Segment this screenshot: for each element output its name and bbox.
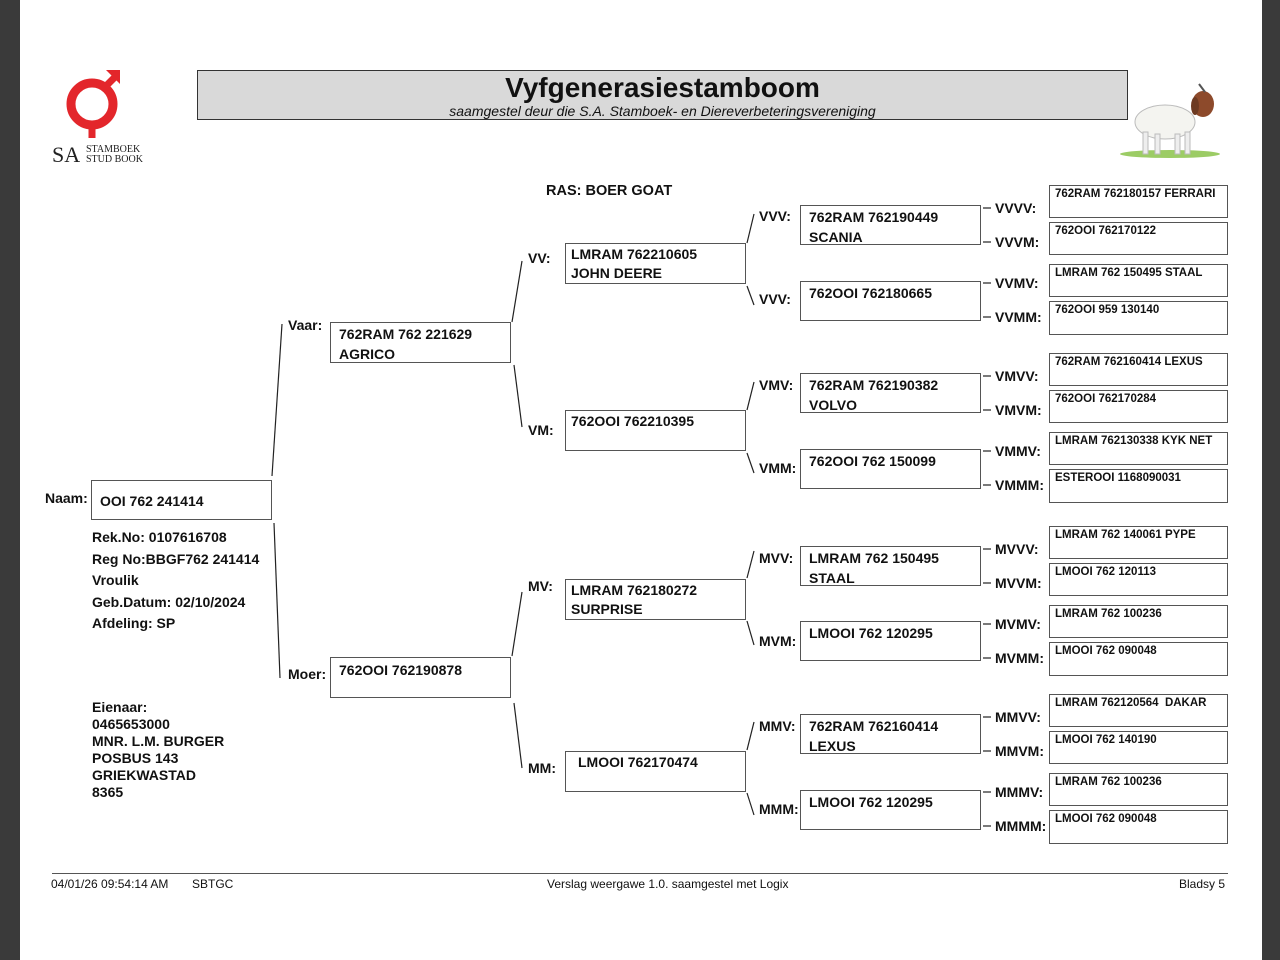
section: Afdeling: SP <box>92 615 176 631</box>
logo-sa-text: SA <box>52 142 81 167</box>
birth-date: Geb.Datum: 02/10/2024 <box>92 593 246 610</box>
page-subtitle: saamgestel deur die S.A. Stamboek- en Diereverbeteringsvereniging <box>449 103 876 119</box>
gen5-box <box>1049 353 1228 386</box>
vvv1-line1: 762RAM 762190449 <box>809 209 939 225</box>
mv-line2: SURPRISE <box>571 601 643 617</box>
gen5-box <box>1049 810 1228 844</box>
footer-timestamp: 04/01/26 09:54:14 AM <box>51 877 169 891</box>
mvv-label: MVV: <box>759 550 794 566</box>
mvv-box <box>800 546 981 586</box>
vm-line1: 762OOI 762210395 <box>571 413 694 429</box>
gen5-value: LMRAM 762 150495 STAAL <box>1055 267 1203 279</box>
vmm-label: VMM: <box>759 460 797 476</box>
logo-line2: STUD BOOK <box>86 154 143 165</box>
owner-number: 0465653000 <box>92 716 170 732</box>
mm-box <box>565 751 746 792</box>
animal-details <box>92 527 259 635</box>
gen5-value: 762RAM 762180157 FERRARI <box>1055 188 1216 200</box>
mv-label: MV: <box>528 578 553 594</box>
mmm-box <box>800 790 981 830</box>
naam-label: Naam: <box>45 490 88 506</box>
gen5-label: VMMM: <box>995 477 1044 493</box>
footer-report: Verslag weergawe 1.0. saamgestel met Logix <box>547 877 789 891</box>
mmv-line1: 762RAM 762160414 <box>809 718 939 734</box>
mm-label: MM: <box>528 760 556 776</box>
gen5-box <box>1049 469 1228 503</box>
gen5-label: MVMM: <box>995 650 1044 666</box>
footer-code: SBTGC <box>192 877 234 891</box>
vm-line2 <box>566 430 745 432</box>
rek-no: Rek.No: 0107616708 <box>92 529 227 545</box>
gen5-value: LMRAM 762 100236 <box>1055 608 1162 620</box>
mv-line1: LMRAM 762180272 <box>571 582 698 598</box>
vv-line1: LMRAM 762210605 <box>571 246 698 262</box>
vmv-label: VMV: <box>759 377 794 393</box>
gen5-label: MMVV: <box>995 709 1041 725</box>
mvv-line2: STAAL <box>809 570 855 586</box>
mmv-box <box>800 714 981 754</box>
gen5-value: 762RAM 762160414 LEXUS <box>1055 356 1203 368</box>
vaar-box <box>330 322 511 363</box>
vaar-line1: 762RAM 762 221629 <box>339 326 473 342</box>
vvv2-line1: 762OOI 762180665 <box>809 285 932 301</box>
moer-line1: 762OOI 762190878 <box>339 662 462 678</box>
gen5-label: MMMM: <box>995 818 1047 834</box>
gen5-label: VMMV: <box>995 443 1041 459</box>
gen5-box <box>1049 390 1228 423</box>
gen5-label: MVVV: <box>995 541 1039 557</box>
animal-name-box <box>91 480 272 520</box>
mvv-line1: LMRAM 762 150495 <box>809 550 939 566</box>
gen5-label: VVMV: <box>995 275 1039 291</box>
vmm-line1: 762OOI 762 150099 <box>809 453 936 469</box>
vvv1-label: VVV: <box>759 208 791 224</box>
vvv2-line2 <box>801 302 980 305</box>
mmv-line2: LEXUS <box>809 738 856 754</box>
gen5-value: 762OOI 959 130140 <box>1055 304 1160 316</box>
gen5-box <box>1049 773 1228 806</box>
vaar-label: Vaar: <box>288 317 323 333</box>
gen5-box <box>1049 563 1228 596</box>
vvv1-line2: SCANIA <box>809 229 863 245</box>
owner-label: Eienaar: <box>92 699 148 715</box>
gen5-label: VVMM: <box>995 309 1042 325</box>
gen5-box <box>1049 222 1228 255</box>
breed-label: RAS: BOER GOAT <box>546 183 673 199</box>
vmm-box <box>800 449 981 489</box>
moer-box <box>330 657 511 698</box>
gen5-label: VMVM: <box>995 402 1042 418</box>
vm-box <box>565 410 746 451</box>
vmv-box <box>800 373 981 413</box>
gen5-value: LMOOI 762 090048 <box>1055 813 1157 825</box>
gen5-label: VMVV: <box>995 368 1039 384</box>
gen5-value: LMOOI 762 120113 <box>1055 566 1157 578</box>
gen5-box <box>1049 694 1228 727</box>
footer-divider <box>52 873 1228 874</box>
owner-name: MNR. L.M. BURGER <box>92 733 225 749</box>
gen5-value: LMRAM 762 140061 PYPE <box>1055 529 1196 541</box>
gen5-value: LMOOI 762 140190 <box>1055 734 1157 746</box>
moer-label: Moer: <box>288 666 327 682</box>
moer-line2 <box>331 679 510 682</box>
vv-box <box>565 243 746 284</box>
vm-label: VM: <box>528 422 554 438</box>
gen5-label: MVVM: <box>995 575 1042 591</box>
mm-line2 <box>566 771 745 773</box>
pedigree-page <box>20 0 1262 960</box>
gen5-box <box>1049 185 1228 218</box>
gen5-label: VVVV: <box>995 200 1037 216</box>
vmv-line2: VOLVO <box>809 397 857 413</box>
mvm-line2 <box>801 642 980 645</box>
gen5-value: LMRAM 762130338 KYK NET <box>1055 435 1213 447</box>
gen5-label: MMVM: <box>995 743 1044 759</box>
gen5-value: ESTEROOI 1168090031 <box>1055 472 1181 484</box>
logo-line1: STAMBOEK <box>86 144 141 155</box>
footer-page-number: Bladsy 5 <box>1179 877 1226 891</box>
mvm-box <box>800 621 981 661</box>
sex: Vroulik <box>92 572 139 588</box>
page-title: Vyfgenerasiestamboom <box>505 72 820 103</box>
owner-address1: POSBUS 143 <box>92 750 179 766</box>
reg-no: Reg No:BBGF762 241414 <box>92 550 260 567</box>
gen5-box <box>1049 301 1228 335</box>
vvv2-label: VVV: <box>759 291 791 307</box>
mmm-line1: LMOOI 762 120295 <box>809 794 933 810</box>
gen5-value: LMOOI 762 090048 <box>1055 645 1157 657</box>
vaar-line2: AGRICO <box>339 346 395 362</box>
vvv2-box <box>800 281 981 321</box>
gen5-box <box>1049 605 1228 638</box>
gen5-value: LMRAM 762120564 DAKAR <box>1055 697 1207 709</box>
gen5-box <box>1049 432 1228 465</box>
gen5-box <box>1049 264 1228 297</box>
vmv-line1: 762RAM 762190382 <box>809 377 939 393</box>
mvm-label: MVM: <box>759 633 797 649</box>
animal-name: OOI 762 241414 <box>100 493 204 509</box>
gen5-box <box>1049 642 1228 676</box>
gen5-value: LMRAM 762 100236 <box>1055 776 1162 788</box>
vv-line2: JOHN DEERE <box>571 265 663 281</box>
mmm-line2 <box>801 811 980 814</box>
mmv-label: MMV: <box>759 718 796 734</box>
gen5-label: MMMV: <box>995 784 1044 800</box>
owner-block <box>92 699 224 801</box>
mmm-label: MMM: <box>759 801 799 817</box>
mvm-line1: LMOOI 762 120295 <box>809 625 933 641</box>
mm-line1: LMOOI 762170474 <box>578 754 698 770</box>
vmm-line2 <box>801 470 980 473</box>
owner-address2: GRIEKWASTAD <box>92 767 196 783</box>
gen5-label: MVMV: <box>995 616 1041 632</box>
owner-postcode: 8365 <box>92 784 124 800</box>
gen5-box <box>1049 731 1228 764</box>
vvv1-box <box>800 205 981 245</box>
gen5-box <box>1049 526 1228 559</box>
vv-label: VV: <box>528 250 551 266</box>
gen5-value: 762OOI 762170122 <box>1055 225 1157 237</box>
gen5-label: VVVM: <box>995 234 1040 250</box>
mv-box <box>565 579 746 620</box>
gen5-value: 762OOI 762170284 <box>1055 393 1157 405</box>
